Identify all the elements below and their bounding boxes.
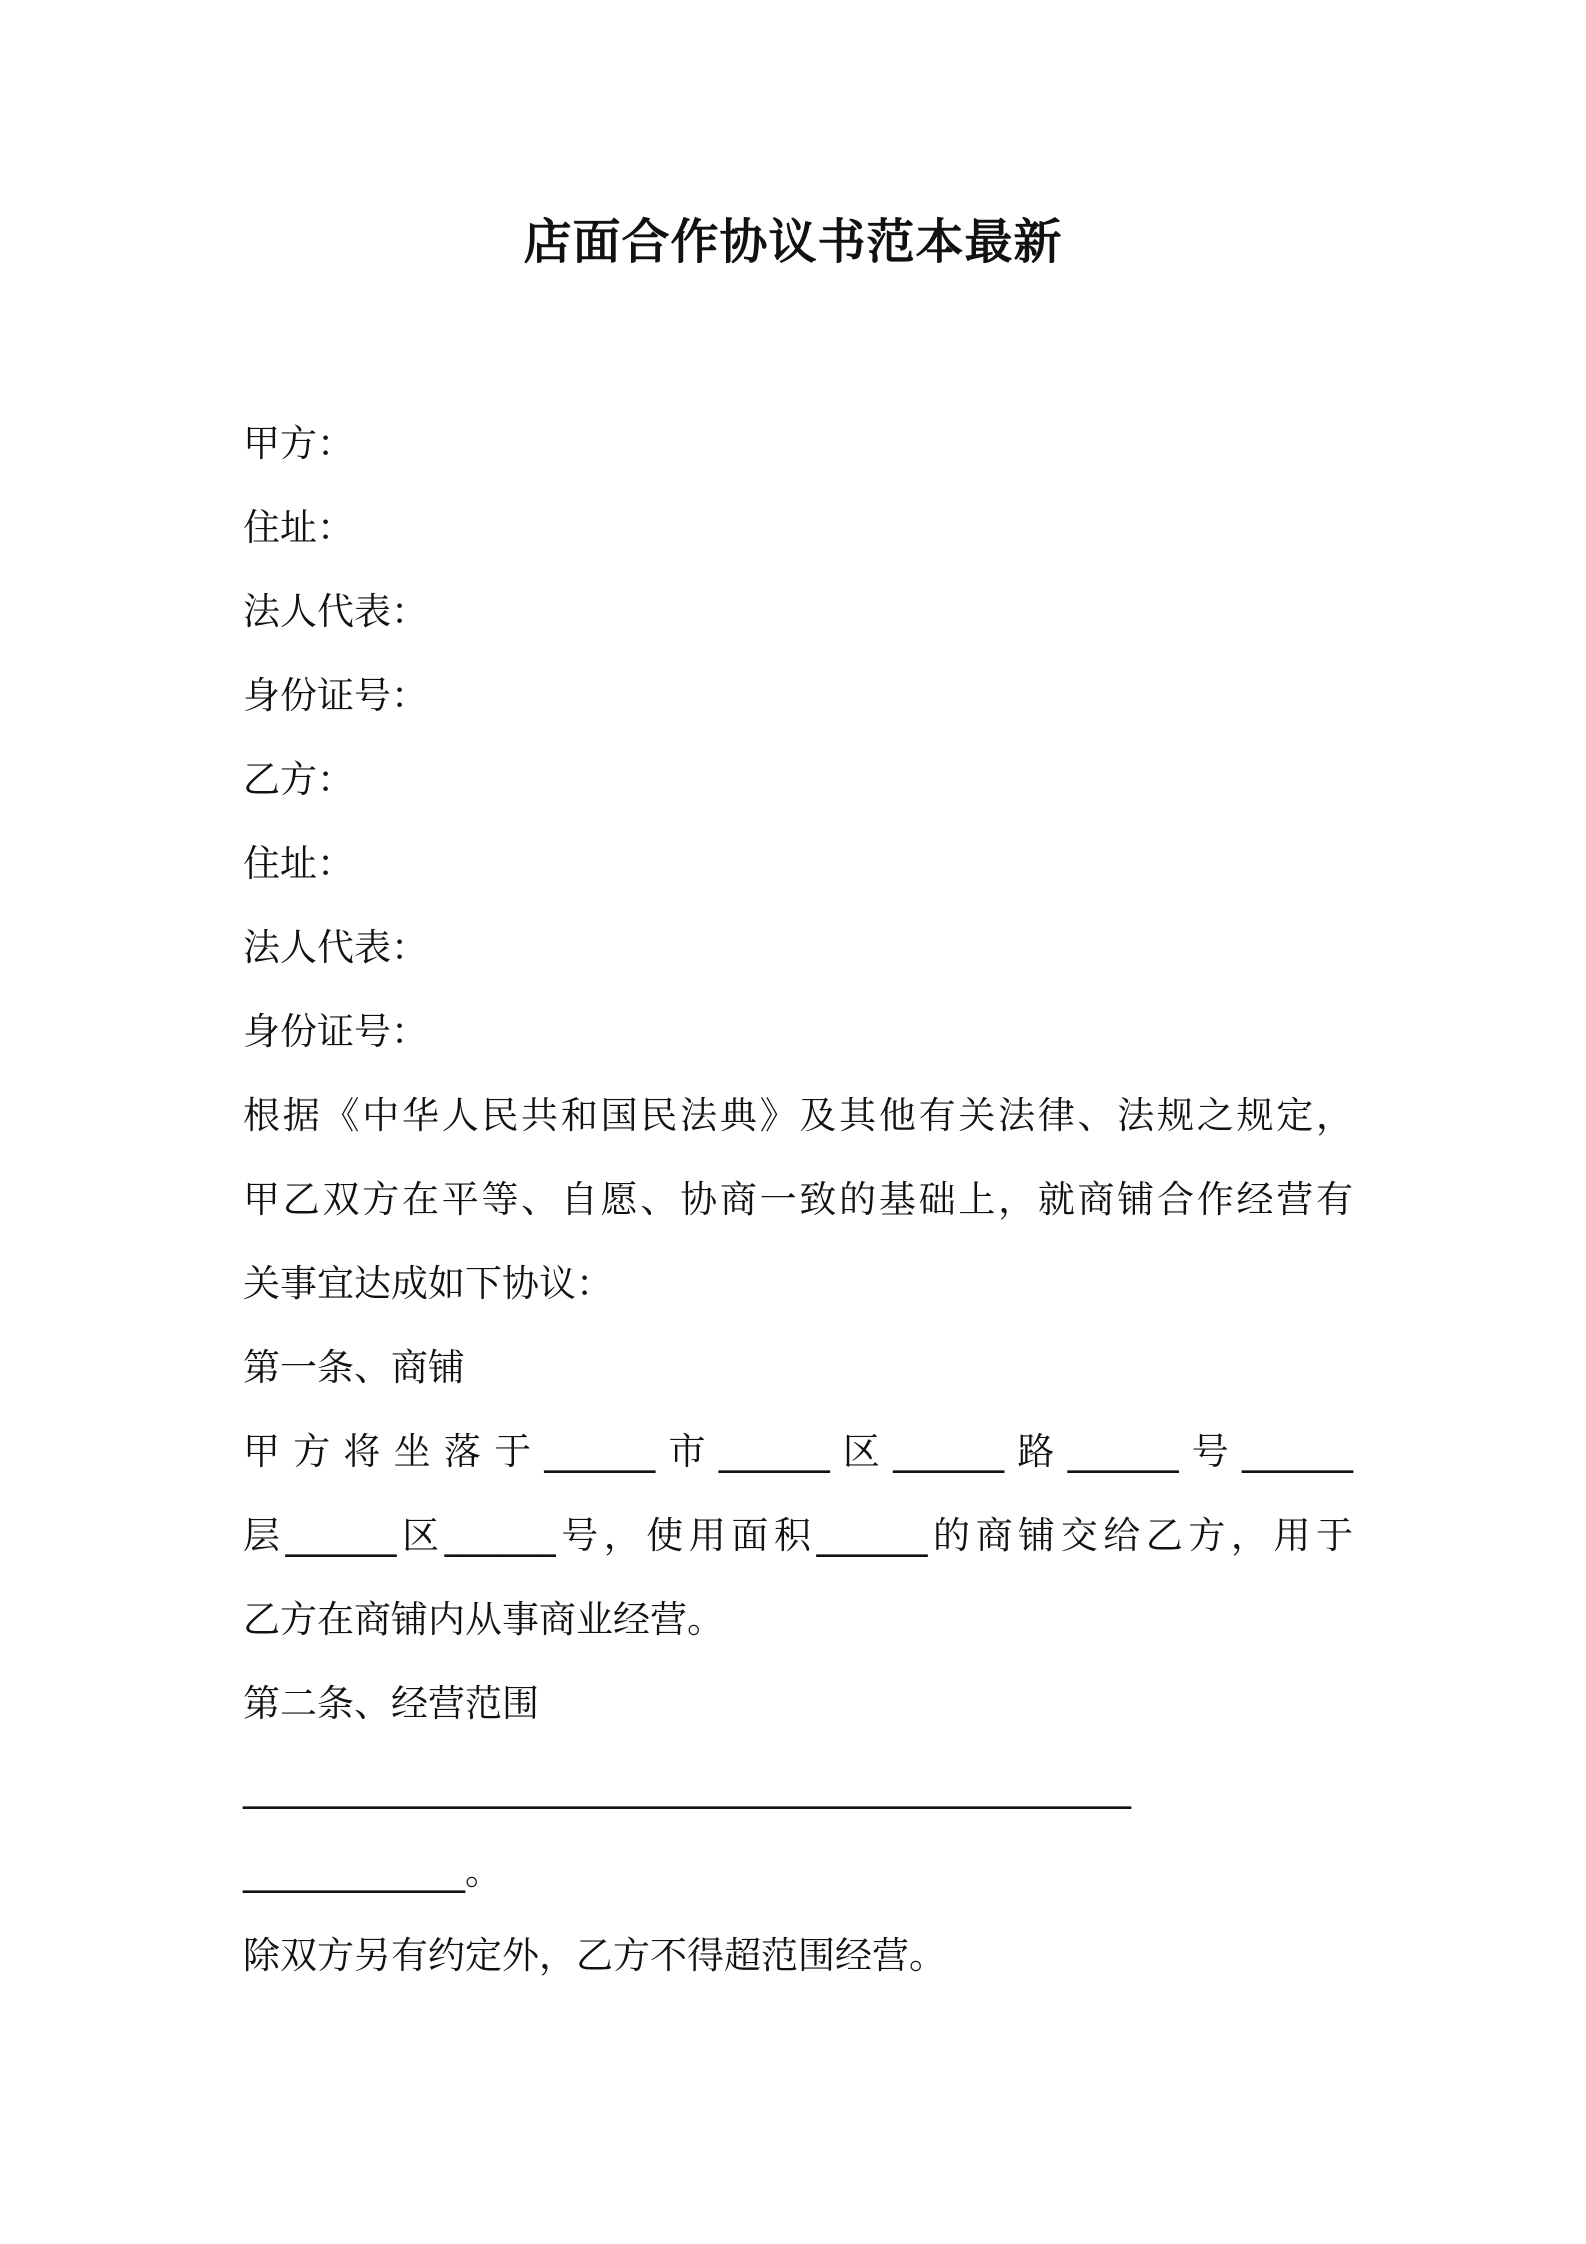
document-body — [243, 402, 1353, 1998]
preamble-line-2: 甲乙双方在平等、自愿、协商一致的基础上，就商铺合作经营有 — [243, 1178, 1353, 1221]
preamble-line-1: 根据《中华人民共和国民法典》及其他有关法律、法规之规定， — [243, 1094, 1353, 1137]
party-a-label: 甲方： — [243, 422, 354, 465]
article-1-heading: 第一条、商铺 — [243, 1346, 465, 1389]
document-title: 店面合作协议书范本最新 — [523, 214, 1063, 270]
party-b-id-label: 身份证号： — [243, 1010, 428, 1053]
article-1-line-1: 甲方将坐落于______市______区______路______号______ — [243, 1430, 1353, 1473]
party-a-legal-rep-label: 法人代表： — [243, 590, 428, 633]
party-b-legal-rep-label: 法人代表： — [243, 926, 428, 969]
party-a-address-label: 住址： — [243, 506, 354, 549]
article-1-line-2: 层______区______号，使用面积______的商铺交给乙方，用于 — [243, 1514, 1353, 1557]
party-b-label: 乙方： — [243, 758, 354, 801]
party-a-id-label: 身份证号： — [243, 674, 428, 717]
preamble-line-3: 关事宜达成如下协议： — [243, 1262, 613, 1305]
article-2-restriction: 除双方另有约定外，乙方不得超范围经营。 — [243, 1934, 946, 1977]
article-2-blank-line-1: ________________________________________________ — [243, 1766, 1131, 1809]
party-b-address-label: 住址： — [243, 842, 354, 885]
article-2-heading: 第二条、经营范围 — [243, 1682, 539, 1725]
article-1-line-3: 乙方在商铺内从事商业经营。 — [243, 1598, 724, 1641]
article-2-blank-line-2: ____________。 — [243, 1850, 502, 1893]
